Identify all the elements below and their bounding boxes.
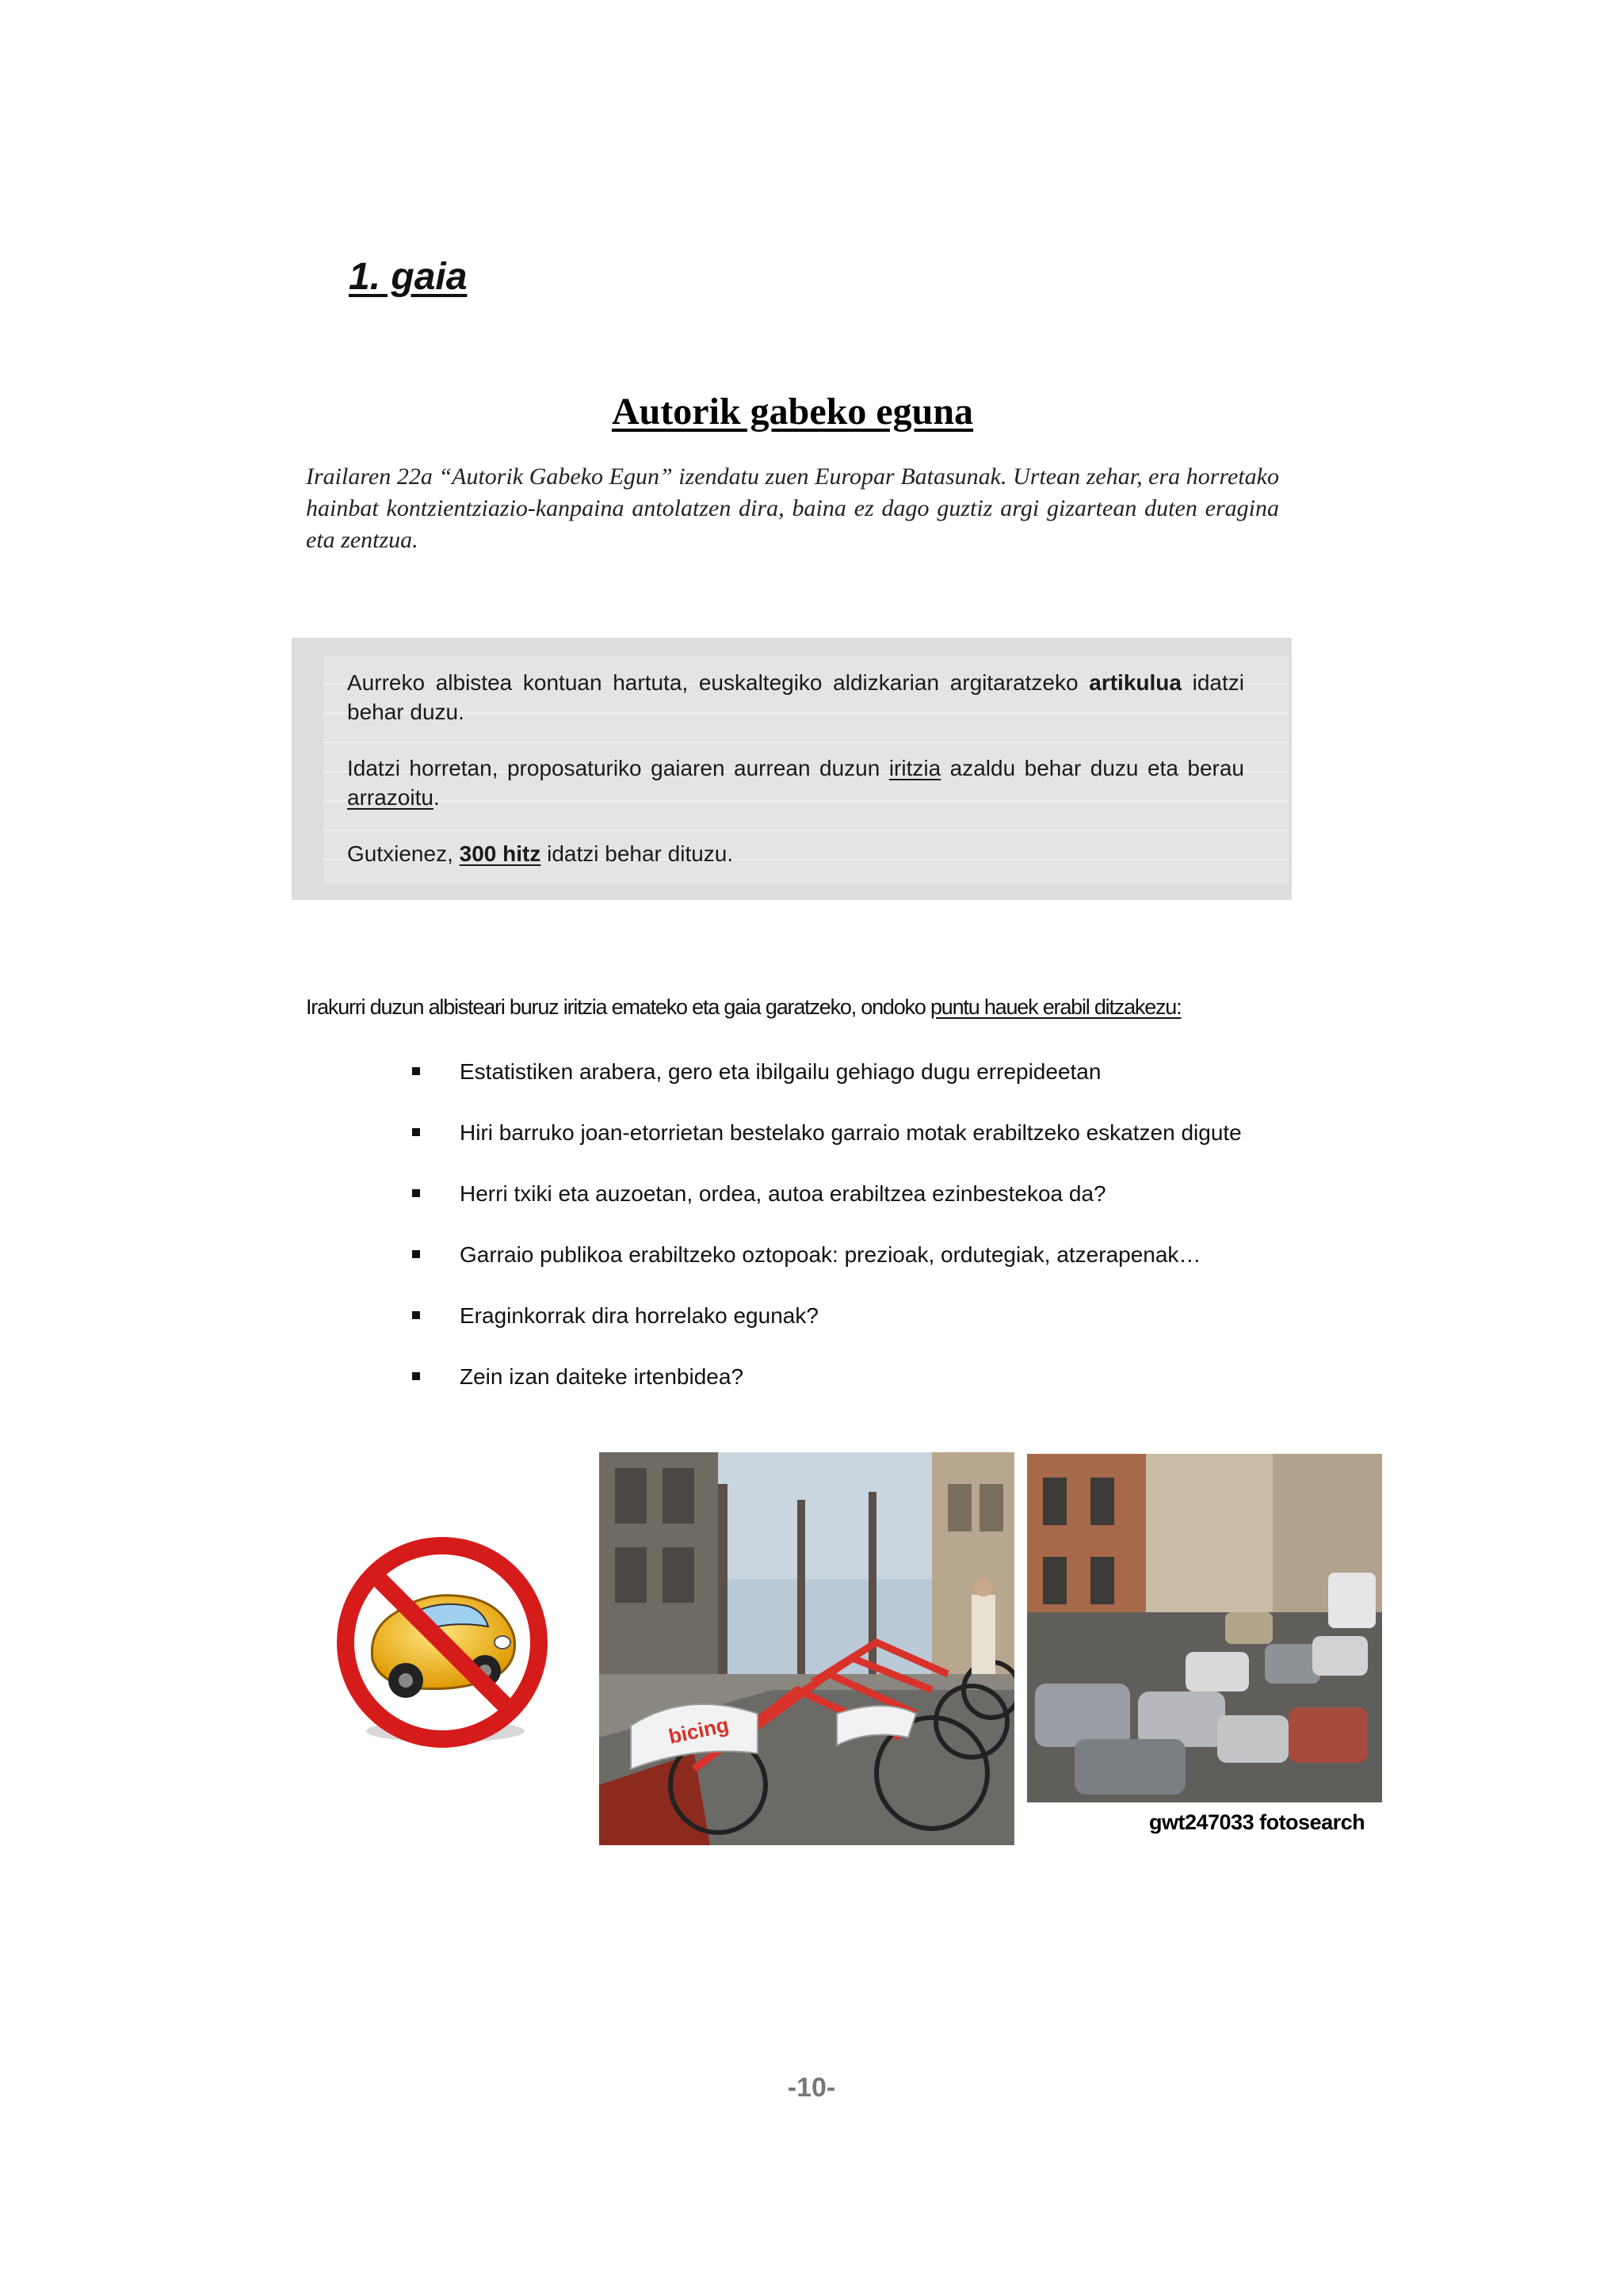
list-item	[404, 1361, 1355, 1422]
task-paragraph-2	[347, 753, 1244, 812]
list-item	[404, 1117, 1355, 1178]
photo-watermark: gwt247033 fotosearch	[1149, 1810, 1365, 1834]
prompt-underlined: puntu hauek erabil ditzakezu:	[930, 995, 1182, 1019]
task-p1-bold: artikulua	[1089, 670, 1182, 695]
prompt-line	[306, 995, 1181, 1020]
task-p1-end: idatzi behar duzu.	[347, 670, 1244, 724]
section-label: 1. gaia	[349, 256, 468, 298]
task-paragraph-3	[347, 839, 1244, 868]
task-p1-text: Aurreko albistea kontuan hartuta, euskaltegiko aldizkarian argitaratzeko	[347, 670, 1090, 695]
bullet-square-icon	[412, 1311, 420, 1319]
task-p3-text: Gutxienez,	[347, 841, 460, 866]
no-car-sign-image	[333, 1533, 551, 1759]
list-item-text: Eraginkorrak dira horrelako egunak?	[460, 1303, 819, 1328]
list-item-text: Garraio publikoa erabiltzeko oztopoak: prezioak, ordutegiak, atzerapenak…	[460, 1242, 1201, 1267]
traffic-jam-photo	[1027, 1454, 1382, 1836]
bullet-square-icon	[412, 1372, 420, 1380]
list-item	[404, 1178, 1355, 1239]
list-item-text: Estatistiken arabera, gero eta ibilgailu gehiago dugu errepideetan	[460, 1059, 1102, 1084]
bike-share-photo	[599, 1452, 1014, 1845]
task-p3-bold: 300 hitz	[459, 841, 541, 866]
bullet-square-icon	[412, 1250, 420, 1258]
task-p2-underline-1: iritzia	[888, 756, 941, 780]
bike-brand-label: bicing	[666, 1712, 731, 1749]
bullet-list	[404, 1056, 1355, 1422]
page-number: -10-	[787, 2073, 836, 2103]
bullet-square-icon	[412, 1128, 420, 1136]
list-item	[404, 1300, 1355, 1361]
bullet-square-icon	[412, 1189, 420, 1197]
task-p3-end: idatzi behar dituzu.	[540, 841, 734, 866]
task-p2-underline-2: arrazoitu	[347, 785, 433, 810]
task-p2-text: Idatzi horretan, proposaturiko gaiaren aurrean duzun	[347, 756, 889, 780]
task-p2-end: .	[433, 785, 440, 810]
list-item-text: Herri txiki eta auzoetan, ordea, autoa erabiltzea ezinbestekoa da?	[460, 1181, 1106, 1206]
task-p2-mid: azaldu behar duzu eta berau	[941, 756, 1244, 780]
list-item-text: Hiri barruko joan-etorrietan bestelako garraio motak erabiltzeko eskatzen digute	[460, 1120, 1242, 1145]
list-item	[404, 1056, 1355, 1117]
task-paragraph-1	[347, 668, 1244, 727]
bullet-square-icon	[412, 1067, 420, 1075]
list-item-text: Zein izan daiteke irtenbidea?	[460, 1364, 744, 1389]
page-title: Autorik gabeko eguna	[611, 391, 974, 433]
list-item	[404, 1239, 1355, 1300]
prompt-text: Irakurri duzun albisteari buruz iritzia emateko eta gaia garatzeko, ondoko	[306, 995, 930, 1019]
intro-paragraph: Irailaren 22a “Autorik Gabeko Egun” izendatu zuen Europar Batasunak. Urtean zehar, era horretako hainbat kontzientziazio-kanpaina antolatzen dira, baina ez dago guztiz argi gizartean duten eragina eta zentzua.	[306, 463, 1279, 553]
